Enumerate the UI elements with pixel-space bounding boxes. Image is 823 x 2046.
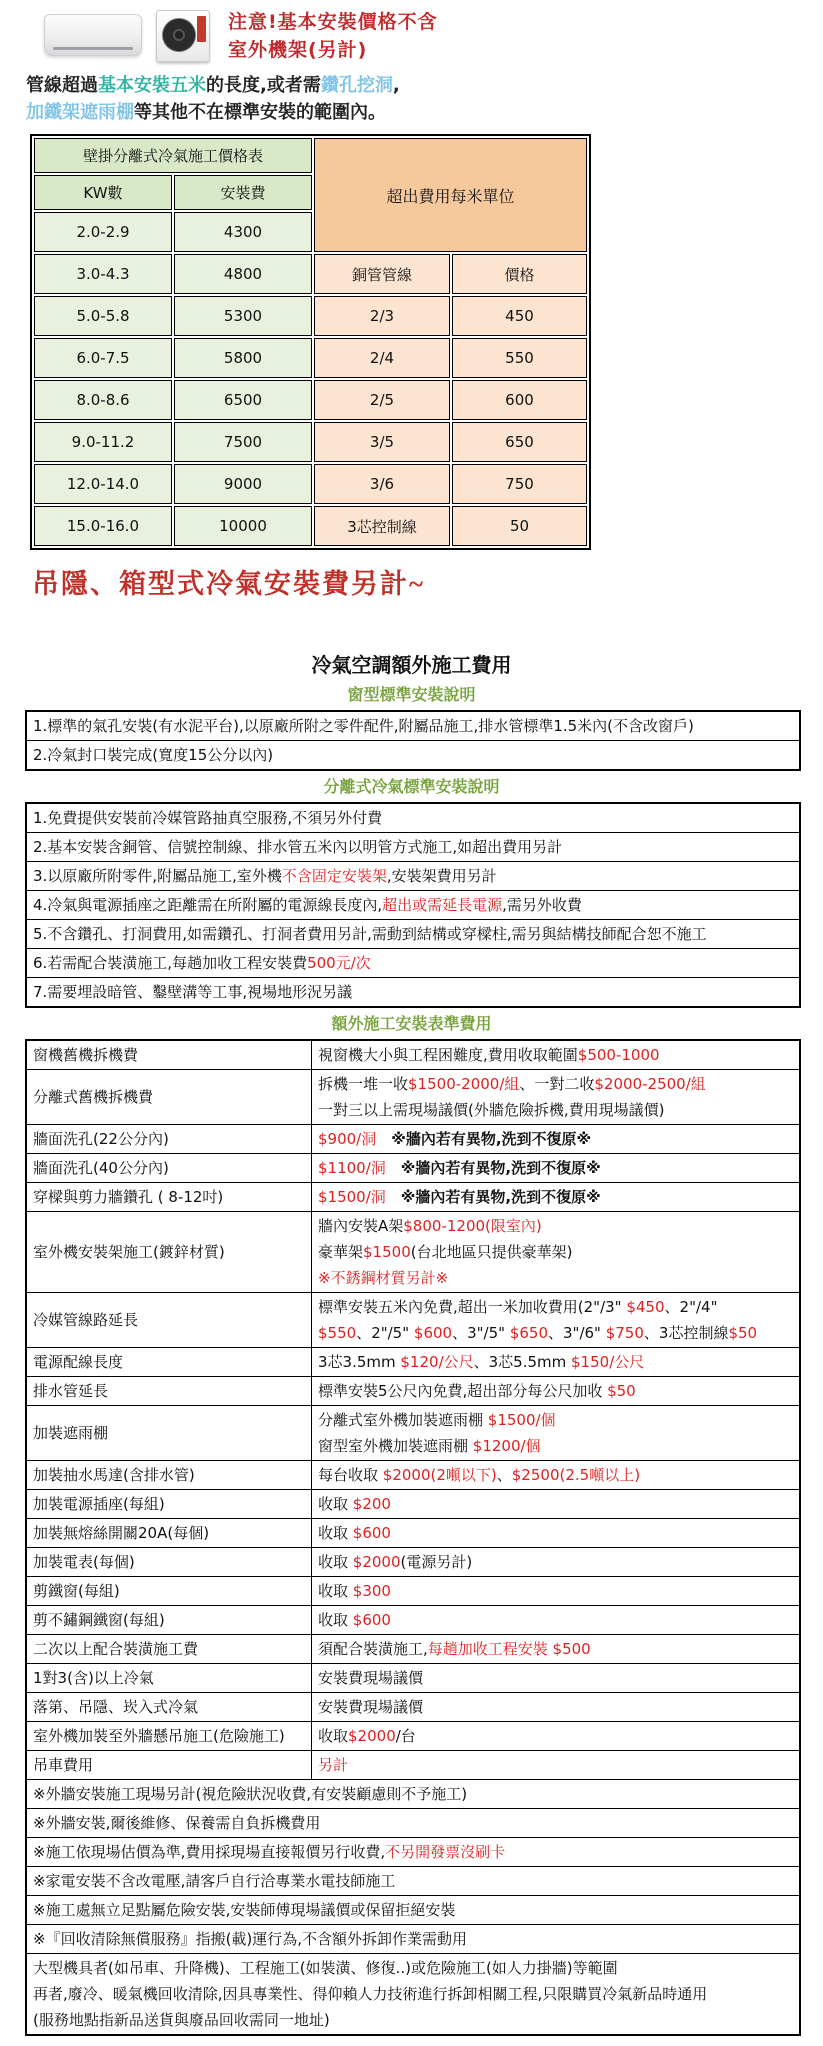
text-segment: 一對三以上需現場議價(外牆危險拆機,費用現場議價)	[318, 1101, 665, 1119]
fee-label-cell: 牆面洗孔(40公分內)	[26, 1154, 312, 1183]
text-segment: 標準安裝五米內免費,超出一米加收費用(2"/3"	[318, 1298, 627, 1316]
fee-value-line	[318, 1349, 793, 1375]
fee-value-cell	[312, 1154, 801, 1183]
window-install-row-cell	[26, 741, 800, 771]
text-segment: 管線超過	[26, 75, 98, 96]
fee-label-cell: 室外機加裝至外牆懸吊施工(危險施工)	[26, 1722, 312, 1751]
text-segment: 安裝費現場議價	[318, 1669, 424, 1687]
fee-value-cell	[312, 1519, 801, 1548]
price-cell: 650	[452, 422, 587, 462]
text-segment: 豪華架	[318, 1243, 364, 1261]
fee-value-cell	[312, 1212, 801, 1293]
fee-row	[26, 1490, 800, 1519]
note-cell	[26, 1838, 800, 1867]
note-row	[26, 1925, 800, 1954]
split-install-row	[26, 833, 800, 862]
price-table-body	[34, 138, 587, 546]
text-segment: $2000-2500/組	[594, 1075, 706, 1093]
fee-row	[26, 1751, 800, 1780]
text-segment: $1500/洞	[318, 1188, 386, 1206]
warning-note	[228, 8, 438, 64]
text-segment: $450	[626, 1298, 665, 1316]
note-cell	[26, 1780, 800, 1809]
text-segment: 安裝費現場議價	[318, 1698, 424, 1716]
text-segment: 收取	[318, 1524, 353, 1542]
spacer	[0, 601, 823, 651]
window-install-row-cell	[26, 711, 800, 741]
text-segment: ※施工依現場估價為準,費用採現場直接報價另行收費,	[33, 1843, 386, 1861]
price-table-data-row	[34, 506, 587, 546]
fee-value-line	[318, 1184, 793, 1210]
fee-row	[26, 1040, 800, 1070]
pipe-column-header: 銅管管線	[314, 254, 450, 294]
final-note-cell	[26, 1954, 800, 2036]
pipe-cell: 3/6	[314, 464, 450, 504]
fee-value-cell	[312, 1490, 801, 1519]
fee-table-heading: 額外施工安裝表準費用	[331, 1014, 492, 1033]
text-segment: ※家電安裝不含改電壓,請客戶自行洽專業水電技師施工	[33, 1872, 396, 1890]
fee-label-cell: 加裝電源插座(每組)	[26, 1490, 312, 1519]
text-segment: (服務地點指新品送貨與廢品回收需同一地址)	[33, 2011, 330, 2029]
price-table-title-row	[34, 138, 587, 173]
split-install-row-cell	[26, 949, 800, 978]
text-segment: 收取	[318, 1582, 353, 1600]
price-cell: 450	[452, 296, 587, 336]
fee-value-line	[318, 1433, 793, 1459]
fee-value-line	[318, 1294, 793, 1320]
text-segment: ※外牆安裝施工現場另計(視危險狀況收費,有安裝顧慮則不予施工)	[33, 1785, 468, 1803]
outdoor-unit-red-label	[197, 16, 206, 42]
kw-cell: 9.0-11.2	[34, 422, 172, 462]
price-column-header: 價格	[452, 254, 587, 294]
text-segment: ※外牆安裝,爾後維修、保養需自負拆機費用	[33, 1814, 321, 1832]
final-note-line	[33, 1981, 793, 2007]
window-install-heading: 窗型標準安裝說明	[347, 685, 476, 704]
note-row	[26, 1896, 800, 1925]
split-install-row	[26, 803, 800, 833]
pipe-cell: 2/3	[314, 296, 450, 336]
warning-note-line2: 室外機架(另計)	[228, 39, 368, 61]
intro-line1	[26, 72, 823, 99]
fee-value-cell	[312, 1293, 801, 1348]
fee-label-cell: 落第、吊隱、崁入式冷氣	[26, 1693, 312, 1722]
price-table	[30, 134, 591, 550]
text-segment: $750	[605, 1324, 644, 1342]
fee-row	[26, 1406, 800, 1461]
indoor-unit-image	[44, 14, 142, 56]
text-segment: $600	[413, 1324, 453, 1342]
text-segment: $1500	[363, 1243, 411, 1261]
fee-row	[26, 1577, 800, 1606]
outdoor-unit-image	[156, 10, 210, 62]
final-note-line	[33, 1955, 793, 1981]
kw-cell: 6.0-7.5	[34, 338, 172, 378]
text-segment: 3.以原廠所附零件,附屬品施工,室外機	[33, 867, 282, 885]
fee-row	[26, 1183, 800, 1212]
text-segment: ※牆內若有異物,洗到不復原※	[376, 1130, 592, 1148]
excess-header-cell: 超出費用每米單位	[314, 138, 587, 252]
text-segment: 2.基本安裝含銅管、信號控制線、排水管五米內以明管方式施工,如超出費用另計	[33, 838, 563, 856]
text-segment: 收取	[318, 1495, 353, 1513]
text-segment: 牆內安裝A架	[318, 1217, 404, 1235]
note-row	[26, 1809, 800, 1838]
fee-row	[26, 1212, 800, 1293]
text-segment: ※牆內若有異物,洗到不復原※	[385, 1188, 601, 1206]
fee-row	[26, 1722, 800, 1751]
text-segment: 不另開發票沒刷卡	[385, 1843, 506, 1861]
fee-value-cell	[312, 1751, 801, 1780]
split-install-body	[26, 803, 800, 1007]
text-segment: 7.需要埋設暗管、鑿壁溝等工事,視場地形況另議	[33, 983, 353, 1001]
warning-note-line1: 注意!基本安裝價格不含	[228, 11, 438, 33]
fee-label-cell: 牆面洗孔(22公分內)	[26, 1125, 312, 1154]
fee-value-cell	[312, 1693, 801, 1722]
note-cell	[26, 1896, 800, 1925]
text-segment: 再者,廢冷、暖氣機回收清除,因具專業性、得仰賴人力技術進行拆卸相關工程,只限購買冷氣新品時通用	[33, 1985, 708, 2003]
fee-row	[26, 1348, 800, 1377]
fee-row	[26, 1293, 800, 1348]
fee-cell: 5300	[174, 296, 312, 336]
text-segment: 標準安裝5公尺內免費,超出部分每公尺加收	[318, 1382, 608, 1400]
text-segment: $2500(2.5噸以上)	[511, 1466, 641, 1484]
kw-cell: 5.0-5.8	[34, 296, 172, 336]
fee-value-cell	[312, 1722, 801, 1751]
fee-label-cell: 加裝遮雨棚	[26, 1406, 312, 1461]
fee-value-cell	[312, 1635, 801, 1664]
text-segment: 視窗機大小與工程困難度,費用收取範圍	[318, 1046, 578, 1064]
final-note-line	[33, 2007, 793, 2033]
fee-row	[26, 1154, 800, 1183]
text-segment: $200	[352, 1495, 391, 1513]
price-cell: 50	[452, 506, 587, 546]
text-segment: 分離式室外機加裝遮雨棚	[318, 1411, 488, 1429]
fee-label-cell: 加裝抽水馬達(含排水管)	[26, 1461, 312, 1490]
window-install-row	[26, 741, 800, 771]
note-cell	[26, 1925, 800, 1954]
text-segment: 收取	[318, 1611, 353, 1629]
text-segment: $2000(2噸以下)	[382, 1466, 497, 1484]
fee-row	[26, 1693, 800, 1722]
price-table-data-row	[34, 338, 587, 378]
text-segment: $1500/個	[487, 1411, 556, 1429]
text-segment: 1.免費提供安裝前冷媒管路抽真空服務,不須另外付費	[33, 809, 383, 827]
fee-value-line	[318, 1578, 793, 1604]
text-segment: $550	[318, 1324, 357, 1342]
fee-label-cell: 電源配線長度	[26, 1348, 312, 1377]
fee-value-line	[318, 1265, 793, 1291]
text-segment: $1500-2000/組	[408, 1075, 520, 1093]
fee-label-cell: 二次以上配合裝潢施工費	[26, 1635, 312, 1664]
pipe-cell: 2/4	[314, 338, 450, 378]
price-cell: 750	[452, 464, 587, 504]
fee-value-cell	[312, 1183, 801, 1212]
text-segment: $50	[728, 1324, 758, 1342]
text-segment: $500-1000	[577, 1046, 660, 1064]
split-install-row-cell	[26, 803, 800, 833]
text-segment: 每台收取	[318, 1466, 383, 1484]
text-segment: 、2"/5"	[356, 1324, 414, 1342]
fee-cell: 6500	[174, 380, 312, 420]
text-segment: ,需另外收費	[502, 896, 582, 914]
split-install-row-cell	[26, 891, 800, 920]
text-segment: ※『回收清除無償服務』指搬(載)運行為,不含額外拆卸作業需動用	[33, 1930, 468, 1948]
fee-value-line	[318, 1694, 793, 1720]
text-segment: $150/公尺	[571, 1353, 645, 1371]
fee-cell: 9000	[174, 464, 312, 504]
split-install-row-cell	[26, 862, 800, 891]
text-segment: $300	[352, 1582, 391, 1600]
note-cell	[26, 1867, 800, 1896]
text-segment: 、3芯5.5mm	[473, 1353, 572, 1371]
fee-value-cell	[312, 1664, 801, 1693]
fee-value-line	[318, 1491, 793, 1517]
fee-value-cell	[312, 1377, 801, 1406]
text-segment: $650	[509, 1324, 548, 1342]
split-install-row	[26, 862, 800, 891]
split-install-row-cell	[26, 920, 800, 949]
fee-value-line	[318, 1462, 793, 1488]
price-table-data-row	[34, 422, 587, 462]
fee-row	[26, 1548, 800, 1577]
text-segment: (電源另計)	[400, 1553, 473, 1571]
text-segment: $2000	[348, 1727, 396, 1745]
fee-value-line	[318, 1155, 793, 1181]
kw-cell: 8.0-8.6	[34, 380, 172, 420]
text-segment: 的長度,或者需	[206, 75, 321, 96]
fee-row	[26, 1125, 800, 1154]
kw-column-header: KW數	[34, 175, 172, 210]
fee-value-cell	[312, 1125, 801, 1154]
split-install-row	[26, 978, 800, 1008]
text-segment: 收取	[318, 1553, 353, 1571]
text-segment: 、3"/6"	[548, 1324, 606, 1342]
note-row	[26, 1867, 800, 1896]
text-segment: $1200/個	[472, 1437, 541, 1455]
kw-cell: 15.0-16.0	[34, 506, 172, 546]
header-section	[0, 4, 823, 66]
fee-label-cell: 冷媒管線路延長	[26, 1293, 312, 1348]
note-row	[26, 1780, 800, 1809]
text-segment: (台北地區只提供豪華架)	[410, 1243, 573, 1261]
text-segment: ※不銹鋼材質另計※	[318, 1269, 449, 1287]
fee-table	[25, 1039, 801, 2036]
fee-value-line	[318, 1042, 793, 1068]
text-segment: 、	[496, 1466, 512, 1484]
price-table-data-row	[34, 296, 587, 336]
text-segment: 2.冷氣封口裝完成(寬度15公分以內)	[33, 746, 274, 764]
text-segment: 500元/次	[307, 954, 371, 972]
split-install-table	[25, 802, 801, 1008]
fee-value-cell	[312, 1577, 801, 1606]
fee-value-cell	[312, 1548, 801, 1577]
fee-value-line	[318, 1723, 793, 1749]
fee-label-cell: 剪不鏽鋼鐵窗(每組)	[26, 1606, 312, 1635]
fee-row	[26, 1635, 800, 1664]
fee-value-line	[318, 1126, 793, 1152]
fee-value-line	[318, 1636, 793, 1662]
fee-cell: 5800	[174, 338, 312, 378]
text-segment: /台	[395, 1727, 416, 1745]
text-segment: 5.不含鑽孔、打洞費用,如需鑽孔、打洞者費用另計,需動到結構或穿樑柱,需另與結構技師配合恕不施工	[33, 925, 707, 943]
text-segment: 加鐵架遮雨棚	[26, 102, 134, 123]
text-segment: 超出或需延長電源	[382, 896, 503, 914]
fee-value-line	[318, 1665, 793, 1691]
fee-label-cell: 分離式舊機拆機費	[26, 1070, 312, 1125]
fee-row	[26, 1070, 800, 1125]
window-install-table	[25, 710, 801, 771]
text-segment: $800-1200(限室內)	[403, 1217, 542, 1235]
text-segment: ※牆內若有異物,洗到不復原※	[385, 1159, 601, 1177]
text-segment: $600	[352, 1524, 391, 1542]
fee-value-line	[318, 1378, 793, 1404]
price-cell: 550	[452, 338, 587, 378]
text-segment: 另計	[318, 1756, 349, 1774]
fee-value-line	[318, 1752, 793, 1778]
fee-cell: 7500	[174, 422, 312, 462]
fee-value-line	[318, 1097, 793, 1123]
fee-value-line	[318, 1320, 793, 1346]
fee-value-line	[318, 1071, 793, 1097]
hang-note: 吊隱、箱型式冷氣安裝費另計~	[32, 569, 426, 599]
note-cell	[26, 1809, 800, 1838]
text-segment: 4.冷氣與電源插座之距離需在所附屬的電源線長度內,	[33, 896, 383, 914]
price-table-data-row	[34, 254, 587, 294]
text-segment: 基本安裝五米	[98, 75, 206, 96]
fee-cell: 4800	[174, 254, 312, 294]
price-table-data-row	[34, 464, 587, 504]
text-segment: ,	[392, 75, 400, 96]
fee-label-cell: 吊車費用	[26, 1751, 312, 1780]
split-install-row	[26, 949, 800, 978]
window-install-body	[26, 711, 800, 770]
text-segment: 等其他不在標準安裝的範圍內。	[134, 102, 386, 123]
pipe-cell: 2/5	[314, 380, 450, 420]
text-segment: 每趟加收工程安裝 $500	[427, 1640, 591, 1658]
fee-cell: 4300	[174, 212, 312, 252]
price-table-data-row	[34, 380, 587, 420]
fee-value-cell	[312, 1348, 801, 1377]
fee-value-line	[318, 1607, 793, 1633]
fee-row	[26, 1519, 800, 1548]
fee-value-cell	[312, 1070, 801, 1125]
extra-section-title: 冷氣空調額外施工費用	[311, 653, 512, 677]
text-segment: 、2"/4"	[664, 1298, 718, 1316]
pipe-cell: 3/5	[314, 422, 450, 462]
fee-value-line	[318, 1239, 793, 1265]
fee-value-line	[318, 1213, 793, 1239]
fan-icon	[162, 18, 196, 52]
text-segment: $1100/洞	[318, 1159, 386, 1177]
text-segment: 窗型室外機加裝遮雨棚	[318, 1437, 473, 1455]
text-segment: $900/洞	[318, 1130, 377, 1148]
split-install-row-cell	[26, 978, 800, 1008]
fee-value-line	[318, 1549, 793, 1575]
fee-label-cell: 穿樑與剪力牆鑽孔 ( 8-12吋)	[26, 1183, 312, 1212]
text-segment: 3芯3.5mm	[318, 1353, 401, 1371]
text-segment: ,安裝架費用另計	[386, 867, 497, 885]
fee-label-cell: 窗機舊機拆機費	[26, 1040, 312, 1070]
fee-value-cell	[312, 1406, 801, 1461]
fee-row	[26, 1461, 800, 1490]
fee-value-line	[318, 1520, 793, 1546]
text-segment: $120/公尺	[400, 1353, 474, 1371]
split-install-row	[26, 920, 800, 949]
text-segment: 拆機一堆一收	[318, 1075, 409, 1093]
text-segment: 不含固定安裝架	[281, 867, 387, 885]
fee-row	[26, 1377, 800, 1406]
text-segment: $2000	[352, 1553, 401, 1571]
final-note-row	[26, 1954, 800, 2036]
text-segment: 、3芯控制線	[643, 1324, 729, 1342]
text-segment: ※施工處無立足點屬危險安裝,安裝師傅現場議價或保留拒絕安裝	[33, 1901, 456, 1919]
fee-value-line	[318, 1407, 793, 1433]
text-segment: 鑽孔挖洞	[320, 75, 393, 96]
note-row	[26, 1838, 800, 1867]
fee-label-cell: 室外機安裝架施工(鍍鋅材質)	[26, 1212, 312, 1293]
text-segment: 1.標準的氣孔安裝(有水泥平台),以原廠所附之零件配件,附屬品施工,排水管標準1.5米內(不含改窗戶)	[33, 717, 694, 735]
fee-label-cell: 加裝電表(每個)	[26, 1548, 312, 1577]
pipe-cell: 3芯控制線	[314, 506, 450, 546]
split-install-row	[26, 891, 800, 920]
fee-value-cell	[312, 1606, 801, 1635]
price-cell: 600	[452, 380, 587, 420]
fee-value-cell	[312, 1040, 801, 1070]
text-segment: 6.若需配合裝潢施工,每趟加收工程安裝費	[33, 954, 308, 972]
text-segment: 須配合裝潢施工,	[318, 1640, 428, 1658]
split-install-row-cell	[26, 833, 800, 862]
text-segment: 、一對二收	[519, 1075, 595, 1093]
kw-cell: 12.0-14.0	[34, 464, 172, 504]
text-segment: $50	[607, 1382, 636, 1400]
text-segment: 大型機具者(如吊車、升降機)、工程施工(如裝潢、修復..)或危險施工(如人力掛牆)等範圍	[33, 1959, 618, 1977]
text-segment: $600	[352, 1611, 391, 1629]
intro-line2	[26, 99, 823, 126]
window-install-row	[26, 711, 800, 741]
fee-column-header: 安裝費	[174, 175, 312, 210]
fee-row	[26, 1664, 800, 1693]
text-segment: 收取	[318, 1727, 349, 1745]
intro-paragraph	[0, 66, 823, 130]
fee-label-cell: 排水管延長	[26, 1377, 312, 1406]
kw-cell: 2.0-2.9	[34, 212, 172, 252]
fee-label-cell: 加裝無熔絲開關20A(每個)	[26, 1519, 312, 1548]
fee-table-body	[26, 1040, 800, 2035]
text-segment: 、3"/5"	[452, 1324, 510, 1342]
fee-value-cell	[312, 1461, 801, 1490]
fee-cell: 10000	[174, 506, 312, 546]
fee-label-cell: 剪鐵窗(每組)	[26, 1577, 312, 1606]
split-install-heading: 分離式冷氣標準安裝說明	[323, 777, 500, 796]
fee-label-cell: 1對3(含)以上冷氣	[26, 1664, 312, 1693]
price-table-title: 壁掛分離式冷氣施工價格表	[34, 138, 312, 173]
kw-cell: 3.0-4.3	[34, 254, 172, 294]
fee-row	[26, 1606, 800, 1635]
